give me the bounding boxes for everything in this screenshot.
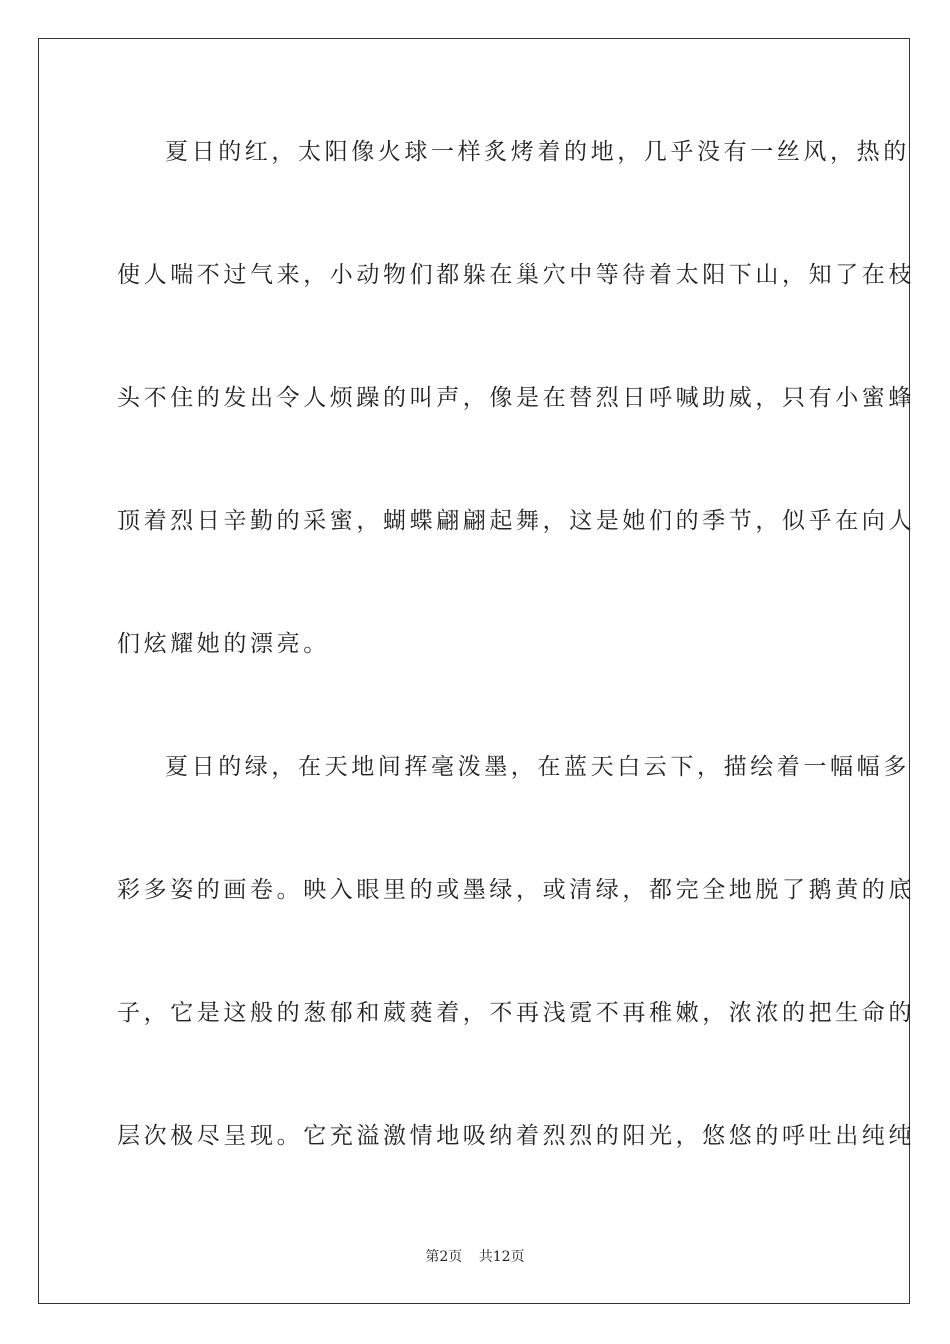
page-border <box>38 38 915 1304</box>
paragraph-2-line-3: 子，它是这般的葱郁和葳蕤着，不再浅霓不再稚嫩，浓浓的把生命的 <box>117 1000 915 1026</box>
paragraph-1-line-5: 们炫耀她的漂亮。 <box>117 631 330 657</box>
page-footer <box>0 1248 950 1266</box>
page-number: 第2页 <box>425 1249 463 1265</box>
paragraph-1-line-4: 顶着烈日辛勤的采蜜，蝴蝶翩翩起舞，这是她们的季节，似乎在向人 <box>117 508 915 534</box>
paragraph-1-line-1: 夏日的红，太阳像火球一样炙烤着的地，几乎没有一丝风，热的 <box>165 139 910 165</box>
paragraph-2-line-2: 彩多姿的画卷。映入眼里的或墨绿，或清绿，都完全地脱了鹅黄的底 <box>117 877 915 903</box>
total-pages: 共12页 <box>478 1249 525 1265</box>
paragraph-2-line-1: 夏日的绿，在天地间挥毫泼墨，在蓝天白云下，描绘着一幅幅多 <box>165 754 910 780</box>
paragraph-1-line-2: 使人喘不过气来，小动物们都躲在巢穴中等待着太阳下山，知了在枝 <box>117 262 915 288</box>
paragraph-2-line-4: 层次极尽呈现。它充溢激情地吸纳着烈烈的阳光，悠悠的呼吐出纯纯 <box>117 1123 915 1149</box>
paragraph-1-line-3: 头不住的发出令人烦躁的叫声，像是在替烈日呼喊助威，只有小蜜蜂 <box>117 385 915 411</box>
